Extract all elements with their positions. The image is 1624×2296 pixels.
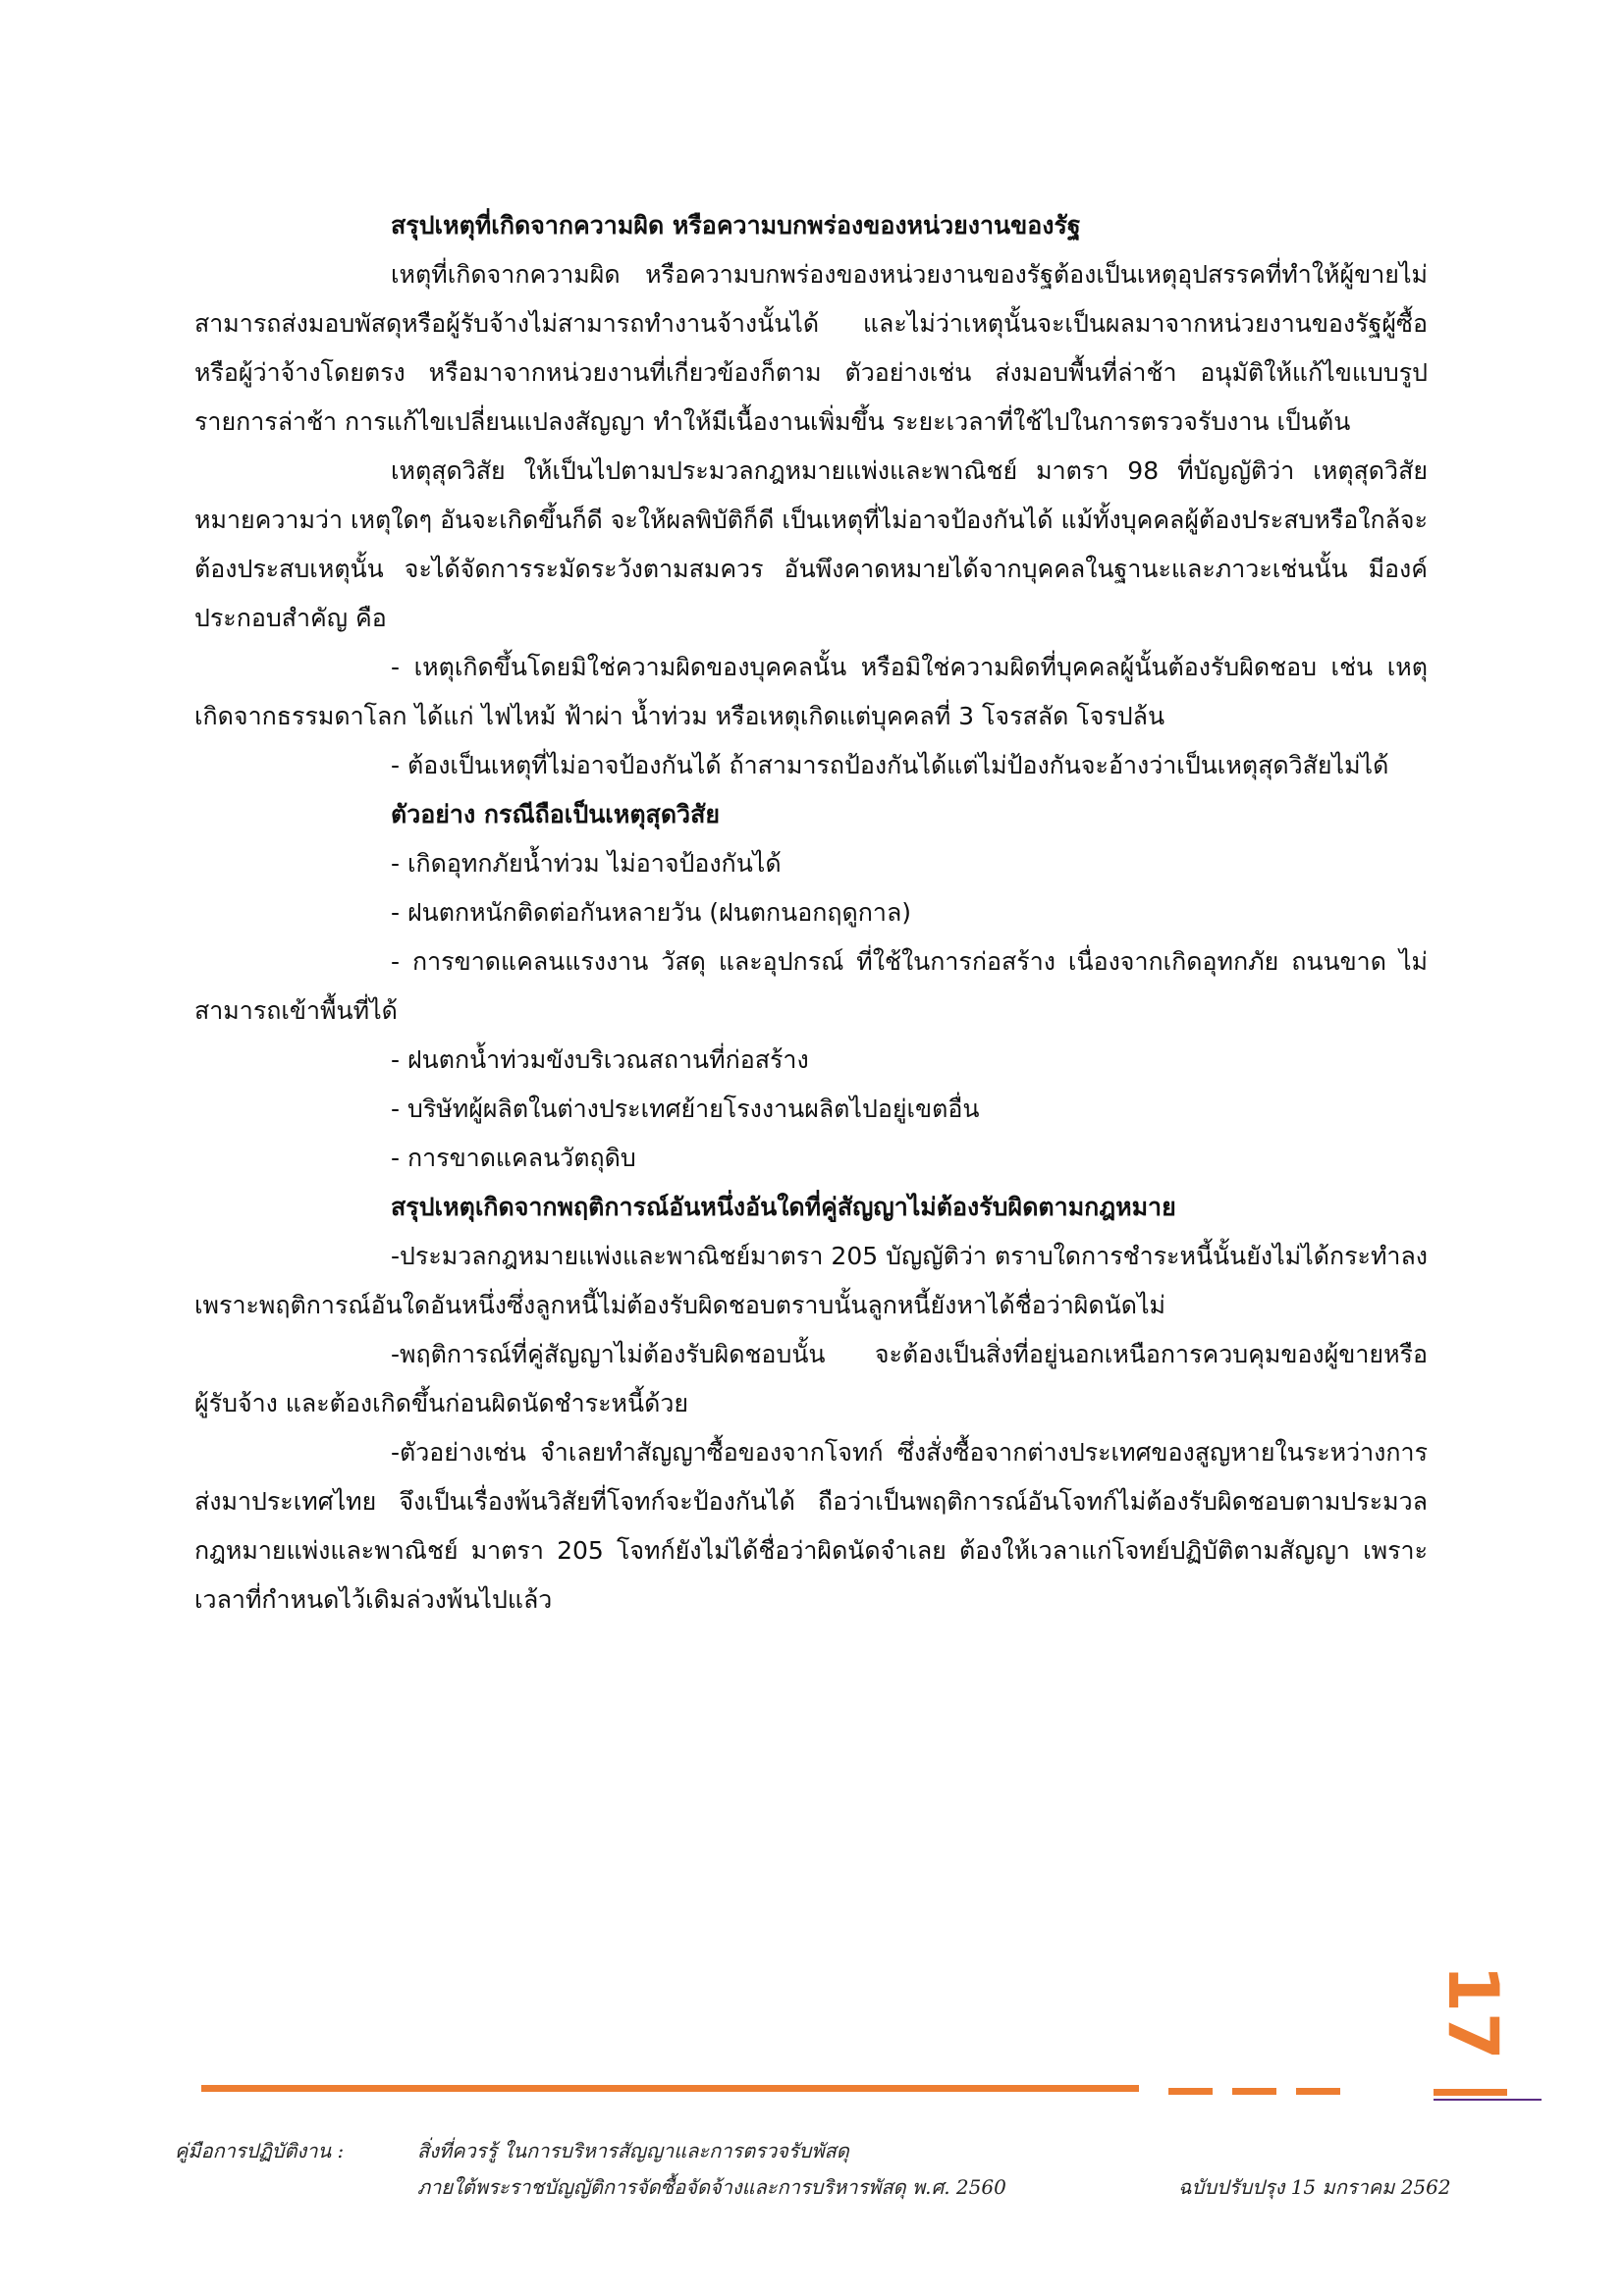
footer-revision: ฉบับปรับปรุง 15 มกราคม 2562 bbox=[1178, 2175, 1451, 2199]
paragraph: -ตัวอย่างเช่น จำเลยทำสัญญาซื้อของจากโจทก์ ซึ่งสั่งซื้อจากต่างประเทศของสูญหายในระหว่างการส่งมาประเทศไทย จึงเป็นเรื่องพ้นวิสัยที่โจทก์จะป้องกันได้ ถือว่าเป็นพฤติการณ์อันโจทก์ไม่ต้องรับผิดชอบตามประมวลกฎหมายแพ่งและพาณิชย์ มาตรา 205 โจทก์ยังไม่ได้ชื่อว่าผิดนัดจำเลย ต้องให้เวลาแก่โจทย์ปฏิบัติตามสัญญา เพราะเวลาที่กำหนดไว้เดิมล่วงพ้นไปแล้ว bbox=[194, 1438, 1428, 1614]
paragraph: -พฤติการณ์ที่คู่สัญญาไม่ต้องรับผิดชอบนั้น จะต้องเป็นสิ่งที่อยู่นอกเหนือการควบคุมของผู้ขายหรือผู้รับจ้าง และต้องเกิดขึ้นก่อนผิดนัดชำระหนี้ด้วย bbox=[194, 1340, 1428, 1417]
list-item: - เกิดอุทกภัยน้ำท่วม ไม่อาจป้องกันได้ bbox=[391, 849, 782, 878]
section-heading: สรุปเหตุที่เกิดจากความผิด หรือความบกพร่องของหน่วยงานของรัฐ bbox=[391, 211, 1081, 240]
section-heading: ตัวอย่าง กรณีถือเป็นเหตุสุดวิสัย bbox=[391, 800, 720, 828]
paragraph: เหตุสุดวิสัย ให้เป็นไปตามประมวลกฎหมายแพ่งและพาณิชย์ มาตรา 98 ที่บัญญัติว่า เหตุสุดวิสัย หมายความว่า เหตุใดๆ อันจะเกิดขึ้นก็ดี จะให้ผลพิบัติก็ดี เป็นเหตุที่ไม่อาจป้องกันได้ แม้ทั้งบุคคลผู้ต้องประสบหรือใกล้จะต้องประสบเหตุนั้น จะได้จัดการระมัดระวังตามสมควร อันพึงคาดหมายได้จากบุคคลในฐานะและภาวะเช่นนั้น มีองค์ประกอบสำคัญ คือ bbox=[194, 456, 1428, 632]
paragraph: -ประมวลกฎหมายแพ่งและพาณิชย์มาตรา 205 บัญญัติว่า ตราบใดการชำระหนี้นั้นยังไม่ได้กระทำลงเพราะพฤติการณ์อันใดอันหนึ่งซึ่งลูกหนี้ไม่ต้องรับผิดชอบตราบนั้นลูกหนี้ยังหาได้ชื่อว่าผิดนัดไม่ bbox=[194, 1242, 1428, 1319]
footer-rule-dash bbox=[1232, 2088, 1276, 2095]
bullet-paragraph: - ต้องเป็นเหตุที่ไม่อาจป้องกันได้ ถ้าสามารถป้องกันได้แต่ไม่ป้องกันจะอ้างว่าเป็นเหตุสุดวิสัยไม่ได้ bbox=[391, 751, 1389, 779]
list-item: - บริษัทผู้ผลิตในต่างประเทศย้ายโรงงานผลิตไปอยู่เขตอื่น bbox=[391, 1095, 980, 1123]
list-item: - การขาดแคลนแรงงาน วัสดุ และอุปกรณ์ ที่ใช้ในการก่อสร้าง เนื่องจากเกิดอุทกภัย ถนนขาด ไม่สามารถเข้าพื้นที่ได้ bbox=[194, 947, 1429, 1025]
footer-rule-dash bbox=[1168, 2088, 1213, 2095]
document-body bbox=[194, 201, 1428, 1625]
footer-subtitle-line1: สิ่งที่ควรรู้ ในการบริหารสัญญาและการตรวจรับพัสดุ bbox=[417, 2139, 849, 2163]
page-number: 17 bbox=[1433, 1964, 1513, 2060]
paragraph: เหตุที่เกิดจากความผิด หรือความบกพร่องของหน่วยงานของรัฐต้องเป็นเหตุอุปสรรคที่ทำให้ผู้ขายไม่สามารถส่งมอบพัสดุหรือผู้รับจ้างไม่สามารถทำงานจ้างนั้นได้ และไม่ว่าเหตุนั้นจะเป็นผลมาจากหน่วยงานของรัฐผู้ซื้อหรือผู้ว่าจ้างโดยตรง หรือมาจากหน่วยงานที่เกี่ยวข้องก็ตาม ตัวอย่างเช่น ส่งมอบพื้นที่ล่าช้า อนุมัติให้แก้ไขแบบรูปรายการล่าช้า การแก้ไขเปลี่ยนแปลงสัญญา ทำให้มีเนื้องานเพิ่มขึ้น ระยะเวลาที่ใช้ไปในการตรวจรับงาน เป็นต้น bbox=[194, 260, 1428, 436]
footer-subtitle-line2: ภายใต้พระราชบัญญัติการจัดซื้อจัดจ้างและการบริหารพัสดุ พ.ศ. 2560 bbox=[417, 2175, 1006, 2199]
footer-rule-main bbox=[201, 2085, 1139, 2092]
bullet-paragraph: - เหตุเกิดขึ้นโดยมิใช่ความผิดของบุคคลนั้น หรือมิใช่ความผิดที่บุคคลผู้นั้นต้องรับผิดชอบ เช่น เหตุเกิดจากธรรมดาโลก ได้แก่ ไฟไหม้ ฟ้าผ่า น้ำท่วม หรือเหตุเกิดแต่บุคคลที่ 3 โจรสลัด โจรปล้น bbox=[194, 653, 1428, 730]
list-item: - การขาดแคลนวัตถุดิบ bbox=[391, 1144, 636, 1172]
footer-manual-label: คู่มือการปฏิบัติงาน : bbox=[175, 2139, 345, 2163]
list-item: - ฝนตกน้ำท่วมขังบริเวณสถานที่ก่อสร้าง bbox=[391, 1045, 809, 1074]
footer-rule-under-number bbox=[1434, 2089, 1507, 2096]
footer-line-purple bbox=[1434, 2099, 1542, 2101]
section-heading: สรุปเหตุเกิดจากพฤติการณ์อันหนึ่งอันใดที่คู่สัญญาไม่ต้องรับผิดตามกฎหมาย bbox=[391, 1193, 1176, 1221]
footer-rule-dash bbox=[1296, 2088, 1340, 2095]
list-item: - ฝนตกหนักติดต่อกันหลายวัน (ฝนตกนอกฤดูกาล) bbox=[391, 898, 912, 927]
